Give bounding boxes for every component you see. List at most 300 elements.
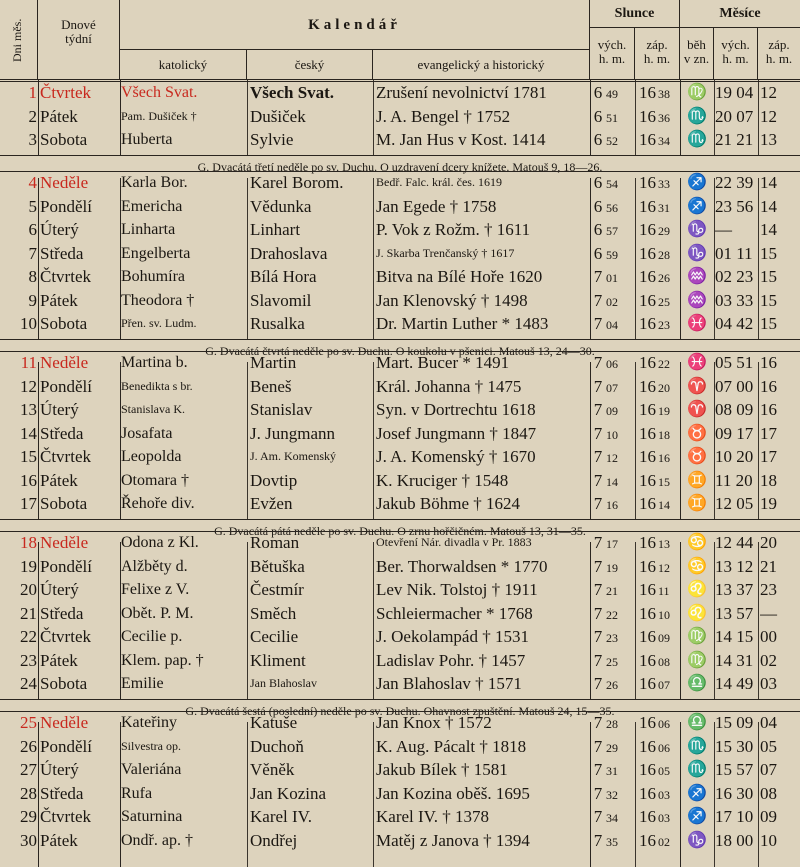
katolicky-name: Silvestra op. bbox=[121, 738, 181, 753]
sunset-hour: 16 bbox=[639, 533, 656, 552]
mesic-vych-header: vých. h. m. bbox=[714, 28, 758, 80]
sunset-minute: 14 bbox=[658, 498, 670, 512]
weekday: Čtvrtek bbox=[40, 267, 91, 286]
moonrise-time: 20 07 bbox=[715, 106, 754, 126]
day-number: 7 bbox=[28, 243, 37, 263]
sunrise-hour: 7 bbox=[593, 470, 603, 490]
moonset-time: 02 bbox=[760, 650, 777, 670]
cesky-name: Jan Blahoslav bbox=[250, 676, 317, 690]
zodiac-icon: ♎ bbox=[687, 675, 707, 692]
weekday: Úterý bbox=[40, 760, 79, 779]
zodiac-icon: ♏ bbox=[687, 131, 707, 148]
sunrise-hour: 7 bbox=[593, 736, 603, 756]
moonrise-time: 12 44 bbox=[715, 533, 754, 552]
cesky-name: J. Jungmann bbox=[250, 423, 335, 443]
sunrise-hour: 6 bbox=[593, 83, 603, 102]
evangelicky-entry: Ber. Thorwaldsen * 1770 bbox=[376, 556, 548, 576]
table-row bbox=[0, 470, 800, 491]
tydni-label: týdní bbox=[65, 31, 92, 46]
moonrise-time: 14 49 bbox=[715, 674, 754, 693]
katolicky-name: Alžběty d. bbox=[121, 557, 188, 575]
sunset-hour: 16 bbox=[639, 807, 656, 826]
sunset-hour: 16 bbox=[639, 627, 656, 646]
moonset-time: 20 bbox=[760, 533, 777, 552]
table-row bbox=[0, 172, 800, 193]
sunrise-hour: 7 bbox=[593, 376, 603, 396]
sunset-hour: 16 bbox=[639, 130, 656, 149]
day-number: 10 bbox=[20, 314, 37, 333]
sunrise-hour: 6 bbox=[593, 220, 603, 239]
day-number: 19 bbox=[20, 556, 37, 576]
moonrise-time: 13 37 bbox=[715, 580, 754, 599]
evangelicky-entry: Karel IV. † 1378 bbox=[376, 807, 489, 826]
katolicky-name: Leopolda bbox=[121, 448, 182, 465]
cesky-name: Sylvie bbox=[250, 130, 294, 149]
table-row bbox=[0, 399, 800, 420]
moonset-time: 15 bbox=[760, 290, 777, 310]
katolicky-name: Bohumíra bbox=[121, 268, 185, 285]
moonrise-time: 15 30 bbox=[715, 736, 754, 756]
moonset-time: — bbox=[760, 603, 777, 623]
moonset-time: 14 bbox=[760, 220, 777, 239]
katolicky-name: Pam. Dušiček † bbox=[121, 108, 197, 123]
sunrise-minute: 01 bbox=[606, 271, 618, 285]
weekday: Neděle bbox=[40, 353, 89, 372]
weekday: Sobota bbox=[40, 494, 88, 513]
moonrise-time: 01 11 bbox=[715, 243, 753, 263]
katolicky-name: Saturnina bbox=[121, 808, 183, 825]
zodiac-icon: ♎ bbox=[687, 714, 707, 731]
moonrise-time: 17 10 bbox=[715, 807, 754, 826]
sunday-gospel-band: G. Dvacátá čtvrtá neděle po sv. Duchu. O koukolu v pšenici. Matouš 13, 24—30. bbox=[0, 339, 800, 362]
sunrise-minute: 19 bbox=[606, 560, 618, 575]
table-row bbox=[0, 532, 800, 553]
sunset-minute: 07 bbox=[658, 678, 670, 692]
weekday: Sobota bbox=[40, 130, 88, 149]
weekday: Pátek bbox=[40, 106, 78, 126]
cesky-name: Bětuška bbox=[250, 556, 305, 576]
day-number: 26 bbox=[20, 736, 37, 756]
katolicky-name: Emilie bbox=[121, 675, 164, 692]
zodiac-icon: ♉ bbox=[687, 448, 707, 465]
zodiac-icon: ♐ bbox=[687, 808, 707, 825]
table-row bbox=[0, 603, 800, 624]
sunset-minute: 33 bbox=[658, 177, 670, 191]
evangelicky-entry: K. Aug. Pácalt † 1818 bbox=[376, 736, 527, 756]
sunrise-minute: 10 bbox=[606, 427, 618, 442]
table-row bbox=[0, 673, 800, 694]
table-row bbox=[0, 783, 800, 804]
day-number: 3 bbox=[28, 130, 37, 149]
zodiac-icon: ♓ bbox=[687, 315, 707, 332]
moonset-time: 09 bbox=[760, 807, 777, 826]
cesky-name: Duchoň bbox=[250, 736, 304, 756]
evangelicky-entry: Otevření Nár. divadla v Pr. 1883 bbox=[376, 535, 532, 549]
sunset-minute: 08 bbox=[658, 654, 670, 669]
cesky-name: Dušiček bbox=[250, 106, 306, 126]
zodiac-icon: ♍ bbox=[687, 628, 707, 645]
sunset-hour: 16 bbox=[639, 290, 656, 310]
table-row bbox=[0, 82, 800, 103]
day-number: 5 bbox=[28, 196, 37, 216]
evangelicky-entry: P. Vok z Rožm. † 1611 bbox=[376, 220, 531, 239]
table-row bbox=[0, 736, 800, 757]
day-number: 6 bbox=[28, 220, 37, 239]
day-number: 18 bbox=[20, 533, 37, 552]
sunset-minute: 13 bbox=[658, 537, 670, 551]
sunrise-hour: 7 bbox=[593, 650, 603, 670]
sunrise-hour: 6 bbox=[593, 130, 603, 149]
katolicky-name: Klem. pap. † bbox=[121, 651, 204, 669]
katolicky-name: Theodora † bbox=[121, 291, 195, 309]
moonset-time: 05 bbox=[760, 736, 777, 756]
weekday: Úterý bbox=[40, 580, 79, 599]
slunce-vych-header: vých. h. m. bbox=[590, 28, 635, 80]
table-row bbox=[0, 196, 800, 217]
moonrise-time: 09 17 bbox=[715, 423, 754, 443]
moonset-time: 16 bbox=[760, 376, 777, 396]
weekday: Středa bbox=[40, 783, 84, 803]
moonrise-time: — bbox=[715, 220, 732, 239]
moonset-time: 03 bbox=[760, 674, 777, 693]
sunset-hour: 16 bbox=[639, 650, 656, 670]
day-number: 17 bbox=[20, 494, 37, 513]
sunset-minute: 22 bbox=[658, 357, 670, 371]
weekday: Čtvrtek bbox=[40, 807, 91, 826]
zodiac-icon: ♑ bbox=[687, 831, 707, 849]
cesky-header: český bbox=[247, 50, 373, 80]
table-row bbox=[0, 650, 800, 671]
evangelicky-entry: Josef Jungmann † 1847 bbox=[376, 423, 537, 443]
cesky-name: J. Am. Komenský bbox=[250, 449, 337, 463]
weekday: Pátek bbox=[40, 290, 78, 310]
sunset-minute: 23 bbox=[658, 318, 670, 332]
moonset-time: 19 bbox=[760, 494, 777, 513]
zodiac-icon: ♊ bbox=[687, 495, 707, 512]
table-row bbox=[0, 219, 800, 240]
sunset-minute: 12 bbox=[658, 560, 670, 575]
katolicky-name: Martina b. bbox=[121, 354, 188, 371]
day-number: 23 bbox=[20, 650, 37, 670]
moonset-time: 13 bbox=[760, 130, 777, 149]
moonrise-time: 22 39 bbox=[715, 173, 754, 192]
cesky-name: Všech Svat. bbox=[250, 83, 335, 102]
katolicky-name: Benedikta s br. bbox=[121, 378, 193, 393]
moonset-time: 07 bbox=[760, 760, 777, 779]
zodiac-icon: ♋ bbox=[687, 534, 707, 551]
evangelicky-entry: Lev Nik. Tolstoj † 1911 bbox=[376, 580, 538, 599]
moonrise-time: 16 30 bbox=[715, 783, 754, 803]
cesky-name: Linhart bbox=[250, 220, 301, 239]
evangelicky-entry: Jan Egede † 1758 bbox=[376, 196, 497, 216]
sunrise-minute: 57 bbox=[606, 224, 618, 238]
evangelicky-entry: Mart. Bucer * 1491 bbox=[376, 353, 510, 372]
weekday: Neděle bbox=[40, 713, 89, 732]
moonrise-time: 12 05 bbox=[715, 494, 754, 513]
sunset-minute: 15 bbox=[658, 474, 670, 489]
sunrise-hour: 7 bbox=[593, 423, 603, 443]
zodiac-icon: ♒ bbox=[687, 291, 707, 309]
moonrise-time: 08 09 bbox=[715, 400, 754, 419]
sunrise-minute: 25 bbox=[606, 654, 618, 669]
sunrise-hour: 7 bbox=[593, 713, 603, 732]
sunset-hour: 16 bbox=[639, 173, 656, 192]
sunrise-hour: 7 bbox=[593, 533, 603, 552]
cesky-name: Stanislav bbox=[250, 400, 313, 419]
cesky-name: Směch bbox=[250, 603, 297, 623]
sunset-minute: 10 bbox=[658, 607, 670, 622]
katolicky-name: Stanislava K. bbox=[121, 402, 185, 416]
sunrise-minute: 12 bbox=[606, 451, 618, 465]
cesky-name: Cecilie bbox=[250, 627, 299, 646]
cesky-name: Kliment bbox=[250, 650, 306, 670]
sunrise-hour: 7 bbox=[593, 353, 603, 372]
table-row bbox=[0, 556, 800, 577]
moonrise-time: 13 57 bbox=[715, 603, 754, 623]
col-weekday-header bbox=[38, 0, 120, 80]
cesky-name: Evžen bbox=[250, 494, 293, 513]
sunset-minute: 11 bbox=[658, 584, 670, 598]
evangelicky-entry: Zrušení nevolnictví 1781 bbox=[376, 83, 547, 102]
cesky-name: Čestmír bbox=[250, 580, 304, 599]
moonset-time: 08 bbox=[760, 783, 777, 803]
moonrise-time: 03 33 bbox=[715, 290, 754, 310]
sunday-gospel-band: G. Dvacátá třetí neděle po sv. Duchu. O uzdravení dcery knížete. Matouš 9, 18—26. bbox=[0, 155, 800, 178]
sunset-hour: 16 bbox=[639, 830, 656, 850]
weekday: Čtvrtek bbox=[40, 83, 91, 102]
sunrise-hour: 7 bbox=[593, 807, 603, 826]
sunrise-minute: 49 bbox=[606, 87, 618, 101]
table-row bbox=[0, 712, 800, 733]
katolicky-name: Rufa bbox=[121, 784, 153, 802]
katolicky-name: Obět. P. M. bbox=[121, 604, 194, 622]
day-number: 25 bbox=[20, 713, 37, 732]
sunset-minute: 06 bbox=[658, 717, 670, 731]
moonset-time: 17 bbox=[760, 423, 777, 443]
sunday-gospel-band: G. Dvacátá pátá neděle po sv. Duchu. O zrnu hořčičném. Matouš 13, 31—35. bbox=[0, 519, 800, 542]
evangelicky-entry: Matěj z Janova † 1394 bbox=[376, 830, 530, 850]
sunset-minute: 28 bbox=[658, 247, 670, 262]
sunrise-hour: 7 bbox=[593, 267, 603, 286]
zodiac-icon: ♍ bbox=[687, 651, 707, 669]
sunset-hour: 16 bbox=[639, 267, 656, 286]
cesky-name: Katuše bbox=[250, 713, 298, 732]
moonrise-time: 15 57 bbox=[715, 760, 754, 779]
weekday: Pondělí bbox=[40, 376, 92, 396]
day-number: 4 bbox=[28, 173, 37, 192]
table-row bbox=[0, 579, 800, 600]
katolicky-name: Otomara † bbox=[121, 471, 189, 489]
katolicky-name: Felixe z V. bbox=[121, 581, 190, 598]
weekday: Sobota bbox=[40, 314, 88, 333]
moonrise-time: 21 21 bbox=[715, 130, 754, 149]
zodiac-icon: ♒ bbox=[687, 268, 707, 285]
weekday: Středa bbox=[40, 243, 84, 263]
moonrise-time: 11 20 bbox=[715, 470, 753, 490]
sunset-hour: 16 bbox=[639, 447, 656, 466]
sunrise-hour: 7 bbox=[593, 447, 603, 466]
day-number: 15 bbox=[20, 447, 37, 466]
weekday: Pátek bbox=[40, 470, 78, 490]
sunrise-hour: 6 bbox=[593, 106, 603, 126]
weekday: Středa bbox=[40, 603, 84, 623]
moonset-time: 14 bbox=[760, 196, 777, 216]
zodiac-icon: ♋ bbox=[687, 557, 707, 575]
mesice-header: Měsíce bbox=[680, 0, 800, 28]
moonrise-time: 14 31 bbox=[715, 650, 754, 670]
zodiac-icon: ♑ bbox=[687, 221, 707, 238]
sunset-minute: 03 bbox=[658, 787, 670, 802]
table-row bbox=[0, 313, 800, 334]
zodiac-icon: ♌ bbox=[687, 581, 707, 598]
mesic-zap-header: záp. h. m. bbox=[758, 28, 800, 80]
cesky-name: Roman bbox=[250, 533, 300, 552]
slunce-zap-header: záp. h. m. bbox=[635, 28, 680, 80]
sunset-hour: 16 bbox=[639, 423, 656, 443]
sunrise-minute: 35 bbox=[606, 834, 618, 849]
sunday-gospel-band: G. Dvacátá šestá (poslední) neděle po sv. Duchu. Ohavnost zpuštění. Matouš 24, 15—35. bbox=[0, 699, 800, 722]
moonset-time: 18 bbox=[760, 470, 777, 490]
sunset-minute: 06 bbox=[658, 740, 670, 755]
day-number: 28 bbox=[20, 783, 37, 803]
sunset-hour: 16 bbox=[639, 760, 656, 779]
evangelicky-entry: J. A. Komenský † 1670 bbox=[376, 447, 536, 466]
katolicky-name: Emericha bbox=[121, 197, 183, 215]
cesky-name: Karel IV. bbox=[250, 807, 312, 826]
sunrise-minute: 16 bbox=[606, 498, 618, 512]
table-row bbox=[0, 243, 800, 264]
sunset-hour: 16 bbox=[639, 580, 656, 599]
zodiac-icon: ♑ bbox=[687, 244, 707, 262]
sunrise-hour: 7 bbox=[593, 603, 603, 623]
sunset-minute: 18 bbox=[658, 427, 670, 442]
evangelicky-entry: Jakub Bílek † 1581 bbox=[376, 760, 508, 779]
moonrise-time: 15 09 bbox=[715, 713, 754, 732]
day-number: 14 bbox=[20, 423, 37, 443]
table-row bbox=[0, 806, 800, 827]
kalendar-header bbox=[120, 0, 590, 50]
sunrise-minute: 59 bbox=[606, 247, 618, 262]
sunset-hour: 16 bbox=[639, 470, 656, 490]
moonrise-time: 19 04 bbox=[715, 83, 754, 102]
sunset-hour: 16 bbox=[639, 243, 656, 263]
table-header bbox=[0, 0, 800, 80]
cesky-name: Ondřej bbox=[250, 830, 298, 850]
day-number: 16 bbox=[20, 470, 37, 490]
evangelicky-entry: Jan Kozina oběš. 1695 bbox=[376, 783, 530, 803]
sunrise-hour: 6 bbox=[593, 243, 603, 263]
moonset-time: 21 bbox=[760, 556, 777, 576]
sunset-minute: 31 bbox=[658, 200, 670, 215]
table-row bbox=[0, 493, 800, 514]
sunset-hour: 16 bbox=[639, 494, 656, 513]
evangelicky-entry: K. Kruciger † 1548 bbox=[376, 470, 509, 490]
kalendar-title: Kalendář bbox=[308, 17, 401, 33]
table-row bbox=[0, 129, 800, 150]
sunset-minute: 38 bbox=[658, 87, 670, 101]
katolicky-name: Josafata bbox=[121, 424, 173, 442]
day-number: 21 bbox=[20, 603, 37, 623]
evangelicky-entry: Bitva na Bílé Hoře 1620 bbox=[376, 267, 543, 286]
cesky-name: Slavomil bbox=[250, 290, 312, 310]
cesky-name: Rusalka bbox=[250, 314, 305, 333]
table-row bbox=[0, 759, 800, 780]
sunrise-hour: 6 bbox=[593, 173, 603, 192]
sunset-hour: 16 bbox=[639, 220, 656, 239]
katolicky-name: Kateřiny bbox=[121, 714, 177, 731]
weekday: Neděle bbox=[40, 173, 89, 192]
sunset-hour: 16 bbox=[639, 314, 656, 333]
sunrise-minute: 23 bbox=[606, 631, 618, 645]
sunset-hour: 16 bbox=[639, 556, 656, 576]
day-number: 1 bbox=[28, 83, 37, 102]
moonrise-time: 18 00 bbox=[715, 830, 754, 850]
sunrise-minute: 21 bbox=[606, 584, 618, 598]
cesky-name: Dovtip bbox=[250, 470, 298, 490]
moonrise-time: 02 23 bbox=[715, 267, 754, 286]
katolicky-name: Všech Svat. bbox=[121, 84, 198, 101]
day-number: 9 bbox=[28, 290, 37, 310]
weekday: Čtvrtek bbox=[40, 627, 91, 646]
moonset-time: 04 bbox=[760, 713, 777, 732]
cesky-name: Bílá Hora bbox=[250, 267, 317, 286]
evangelicky-entry: Jakub Böhme † 1624 bbox=[376, 494, 521, 513]
sunset-minute: 16 bbox=[658, 451, 670, 465]
zodiac-icon: ♉ bbox=[687, 424, 707, 442]
day-number: 30 bbox=[20, 830, 37, 850]
zodiac-icon: ♏ bbox=[687, 761, 707, 778]
sunset-minute: 29 bbox=[658, 224, 670, 238]
zodiac-icon: ♊ bbox=[687, 471, 707, 489]
weekday: Úterý bbox=[40, 220, 79, 239]
day-number: 2 bbox=[28, 106, 37, 126]
sunset-minute: 20 bbox=[658, 380, 670, 395]
katolicky-name: Odona z Kl. bbox=[121, 534, 199, 551]
evangelicky-entry: Syn. v Dortrechtu 1618 bbox=[376, 400, 536, 419]
table-row bbox=[0, 446, 800, 467]
table-row bbox=[0, 352, 800, 373]
weekday: Pátek bbox=[40, 650, 78, 670]
sunrise-minute: 32 bbox=[606, 787, 618, 802]
sunrise-hour: 7 bbox=[593, 627, 603, 646]
moonrise-time: 10 20 bbox=[715, 447, 754, 466]
sunrise-minute: 29 bbox=[606, 740, 618, 755]
sunrise-minute: 51 bbox=[606, 110, 618, 125]
zodiac-icon: ♐ bbox=[687, 174, 707, 191]
moonset-time: 15 bbox=[760, 243, 777, 263]
katolicky-name: Linharta bbox=[121, 221, 176, 238]
table-row bbox=[0, 290, 800, 311]
table-row bbox=[0, 376, 800, 397]
sunset-minute: 25 bbox=[658, 294, 670, 309]
evangelicky-entry: Ladislav Pohr. † 1457 bbox=[376, 650, 526, 670]
sunrise-hour: 7 bbox=[593, 783, 603, 803]
sunset-hour: 16 bbox=[639, 196, 656, 216]
sunrise-minute: 28 bbox=[606, 717, 618, 731]
col-day-number-header bbox=[0, 0, 38, 80]
moonset-time: 14 bbox=[760, 173, 777, 192]
sunset-minute: 09 bbox=[658, 631, 670, 645]
evangelicky-header: evangelický a historický bbox=[373, 50, 590, 80]
sunset-minute: 05 bbox=[658, 764, 670, 778]
sunrise-hour: 7 bbox=[593, 674, 603, 693]
weekday: Úterý bbox=[40, 400, 79, 419]
katolicky-name: Cecilie p. bbox=[121, 628, 183, 645]
table-row bbox=[0, 626, 800, 647]
weekday: Pondělí bbox=[40, 196, 92, 216]
table-row bbox=[0, 266, 800, 287]
sunrise-minute: 54 bbox=[606, 177, 618, 191]
